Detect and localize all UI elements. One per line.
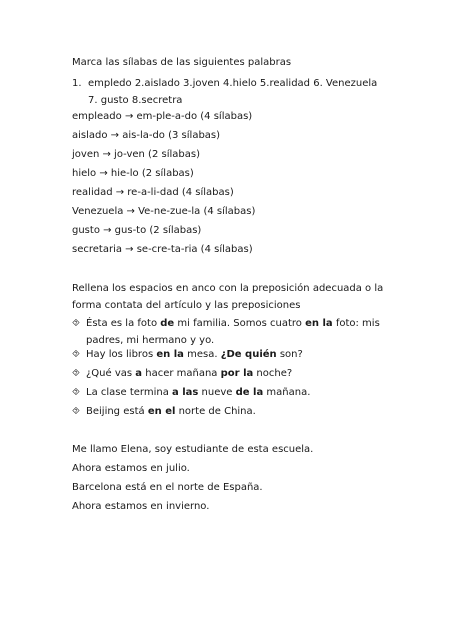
sentence-line: Barcelona está en el norte de España. bbox=[72, 482, 263, 493]
exercise-item bbox=[72, 315, 394, 349]
syllable-line: realidad → re-a-li-dad (4 sílabas) bbox=[72, 187, 234, 198]
checkbox-icon: ⯑ bbox=[72, 387, 80, 398]
exercise-item bbox=[72, 365, 394, 382]
checkbox-icon: ⯑ bbox=[72, 318, 80, 329]
section2-heading: Rellena los espacios en anco con la preposición adecuada o la forma contata del artículo y las preposiciones bbox=[72, 283, 384, 311]
list-number: 1. bbox=[72, 78, 82, 89]
list-words: empledo 2.aislado 3.joven 4.hielo 5.realidad 6. Venezuela 7. gusto 8.secretra bbox=[88, 78, 378, 106]
syllable-line: hielo → hie-lo (2 sílabas) bbox=[72, 168, 194, 179]
exercise-text: Ésta es la foto de mi familia. Somos cuatro en la foto: mis padres, mi hermano y yo. bbox=[86, 318, 380, 346]
exercise-text: La clase termina a las nueve de la mañana. bbox=[86, 387, 311, 398]
section1-heading: Marca las sílabas de las siguientes palabras bbox=[72, 57, 292, 68]
checkbox-icon: ⯑ bbox=[72, 349, 80, 360]
checkbox-icon: ⯑ bbox=[72, 406, 80, 417]
syllable-line: Venezuela → Ve-ne-zue-la (4 sílabas) bbox=[72, 206, 256, 217]
syllable-line: empleado → em-ple-a-do (4 sílabas) bbox=[72, 111, 253, 122]
exercise-item bbox=[72, 384, 394, 401]
sentence-line: Me llamo Elena, soy estudiante de esta escuela. bbox=[72, 444, 314, 455]
exercise-item bbox=[72, 346, 394, 363]
exercise-text: Hay los libros en la mesa. ¿De quién son? bbox=[86, 349, 303, 360]
sentence-line: Ahora estamos en invierno. bbox=[72, 501, 210, 512]
syllable-line: joven → jo-ven (2 sílabas) bbox=[72, 149, 200, 160]
numbered-list-item bbox=[72, 75, 382, 109]
exercise-text: Beijing está en el norte de China. bbox=[86, 406, 256, 417]
sentence-line: Ahora estamos en julio. bbox=[72, 463, 190, 474]
syllable-line: aislado → ais-la-do (3 sílabas) bbox=[72, 130, 221, 141]
checkbox-icon: ⯑ bbox=[72, 368, 80, 379]
syllable-line: gusto → gus-to (2 sílabas) bbox=[72, 225, 202, 236]
syllable-line: secretaria → se-cre-ta-ria (4 sílabas) bbox=[72, 244, 253, 255]
exercise-text: ¿Qué vas a hacer mañana por la noche? bbox=[86, 368, 293, 379]
exercise-item bbox=[72, 403, 394, 420]
